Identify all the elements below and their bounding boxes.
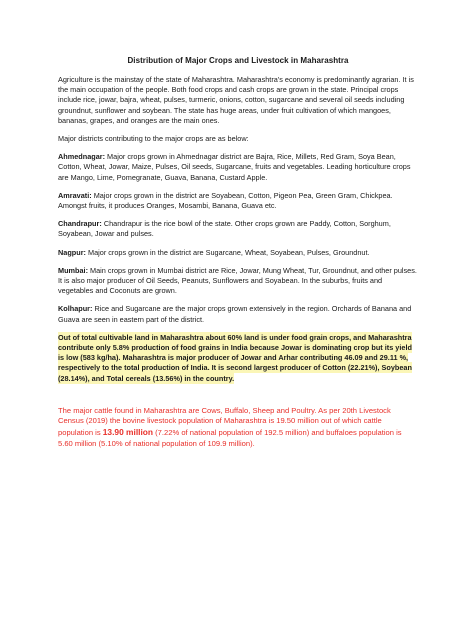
district-text: Major crops grown in the district are Soyabean, Cotton, Pigeon Pea, Green Gram, Chickpea. Amongst fruits, it produces Oranges, Mosambi, Banana, Guava etc. — [58, 190, 393, 211]
district-paragraph-ahmednagar — [58, 152, 418, 183]
district-name: Kolhapur: — [58, 304, 93, 314]
page-title: Distribution of Major Crops and Livestock in Maharashtra — [127, 56, 349, 65]
district-name: Amravati: — [58, 190, 92, 200]
district-text: Major crops grown in Ahmednagar district are Bajra, Rice, Millets, Red Gram, Soya Bean, Cotton, Wheat, Jowar, Maize, Pulses, Oil seeds, Sugarcane, fruits and vegetables. Leading horticulture crops are Mango, Lime, Pomegranate, Guava, Banana, Custard Apple. — [58, 152, 411, 182]
highlighted-text: Out of total cultivable land in Maharashtra about 60% land is under food grain crops, and Maharashtra contribute only 5.8% production of food grains in India because Jowar is dominating crop but its yield is low (583 kg/ha). Maharashtra is major producer of Jowar and Arhar contributing 46.09 and 29.11 %, respectively to the total production of India. It is second largest producer of Cotton (22.21%), Soybean (28.14%), and Total cereals (13.56%) in the country. — [58, 332, 412, 383]
district-text: Main crops grown in Mumbai district are Rice, Jowar, Mung Wheat, Tur, Groundnut, and other pulses. It is also major producer of Oil Seeds, Peanuts, Sunflowers and Soyabean. In the suburbs, fruits and vegetables and Coconuts are grown. — [58, 265, 417, 296]
district-name: Mumbai: — [58, 265, 88, 275]
district-name: Nagpur: — [58, 247, 86, 257]
district-paragraph-amravati — [58, 191, 418, 211]
district-text: Chandrapur is the rice bowl of the state. Other crops grown are Paddy, Cotton, Sorghum, Soyabean, Jowar and pulses. — [58, 219, 391, 239]
district-paragraph-chandrapur — [58, 219, 418, 239]
district-name: Ahmednagar: — [58, 152, 106, 162]
district-text: Rice and Sugarcane are the major crops grown extensively in the region. Orchards of Banana and Guava are seen in eastern part of the district. — [58, 304, 412, 324]
livestock-text-start: The major cattle found in Maharashtra are Cows, Buffalo, Sheep and Poultry. As per 20th Livestock Census (2019) the bovine livestock population of Maharashtra is 19.50 million out of which cattle population is — [58, 405, 391, 438]
highlight-paragraph — [58, 333, 418, 384]
districts-heading: Major districts contributing to the major crops are as below: — [58, 134, 249, 144]
livestock-text-end: (7.22% of national population of 192.5 million) and buffaloes population is 5.60 million (5.10% of national population of 109.9 million). — [58, 428, 402, 448]
intro-paragraph: Agriculture is the mainstay of the state of Maharashtra. Maharashtra's economy is predominantly agrarian. It is the main occupation of the people. Both food crops and cash crops are grown in the state. Principal crops include rice, jowar, bajra, wheat, pulses, turmeric, onions, cotton, sugarcane and several oil seeds including groundnut, sunflower and soybean. The state has huge areas, under fruit cultivation of which mangoes, bananas, grapes, and oranges are the main ones. — [58, 75, 414, 125]
district-paragraph-kolhapur — [58, 304, 418, 324]
district-paragraph-mumbai — [58, 266, 418, 297]
district-name: Chandrapur: — [58, 219, 102, 229]
document-content — [58, 56, 418, 457]
cattle-population-value: 13.90 million — [102, 427, 154, 438]
district-paragraph-nagpur — [58, 248, 418, 258]
district-text: Major crops grown in the district are Sugarcane, Wheat, Soyabean, Pulses, Groundnut. — [85, 247, 370, 257]
livestock-paragraph — [58, 406, 418, 449]
